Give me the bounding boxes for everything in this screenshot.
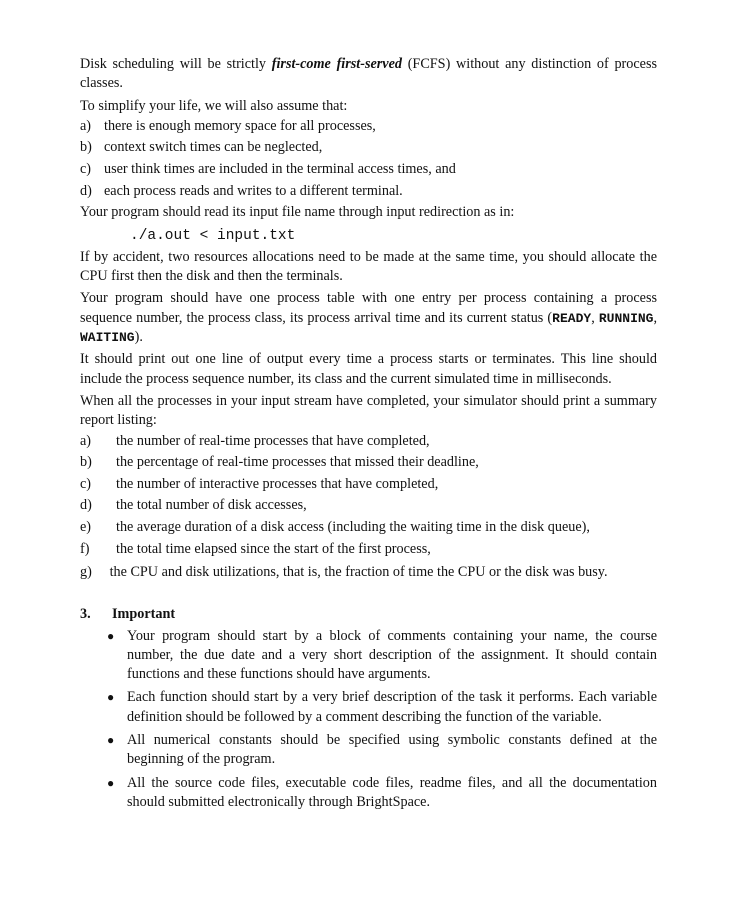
text: Disk scheduling will be strictly — [80, 56, 272, 72]
list-marker: g) — [80, 564, 92, 581]
list-text: the CPU and disk utilizations, that is, the fraction of time the CPU or the disk was busy. — [109, 564, 608, 581]
bullet-icon: ● — [107, 628, 115, 643]
list-text: the total number of disk accesses, — [116, 497, 307, 514]
list-marker: e) — [80, 518, 92, 535]
list-item — [80, 431, 657, 453]
bullet-text: All the source code files, executable code files, readme files, and all the documentation should submitted electronically through BrightSpace. — [127, 774, 657, 810]
list-marker: a) — [80, 432, 92, 449]
document-content — [80, 55, 657, 812]
section-heading-important — [80, 605, 657, 624]
bullet-item — [107, 774, 657, 813]
list-item — [80, 517, 657, 539]
list-marker: d) — [80, 497, 92, 514]
list-marker: f) — [80, 540, 90, 557]
paragraph-process-table — [80, 289, 657, 347]
list-item — [80, 452, 657, 474]
status-running: RUNNING — [598, 310, 654, 326]
section-number: 3. — [80, 605, 91, 622]
list-marker: d) — [80, 182, 92, 199]
bullet-text: Each function should start by a very brief description of the task it performs. Each variable definition should be followed by a comment describing the function of the variable. — [127, 689, 657, 725]
section-title: Important — [112, 605, 176, 622]
list-marker: c) — [80, 475, 92, 492]
bullet-text: All numerical constants should be specified using symbolic constants defined at the beginning of the program. — [127, 732, 657, 768]
list-item — [80, 495, 657, 517]
list-item — [80, 181, 657, 203]
bullet-icon: ● — [107, 690, 115, 705]
status-waiting: WAITING — [80, 330, 135, 346]
list-text: the average duration of a disk access (including the waiting time in the disk queue), — [116, 518, 590, 535]
bullet-item — [107, 731, 657, 770]
paragraph-disk-scheduling — [80, 55, 657, 94]
bullet-icon: ● — [107, 733, 115, 748]
list-marker: a) — [80, 117, 92, 134]
paragraph-allocation-order: If by accident, two resources allocations need to be made at the same time, you should allocate the CPU first then the disk and then the terminals. — [80, 248, 657, 285]
list-item — [80, 159, 657, 181]
paragraph-summary-intro: When all the processes in your input stream have completed, your simulator should print a summary report listing: — [80, 392, 657, 429]
text: , — [653, 309, 658, 326]
summary-item-g — [80, 563, 657, 582]
list-text: the total time elapsed since the start of the first process, — [116, 540, 431, 557]
list-item — [80, 539, 657, 561]
paragraph-input-redirection: Your program should read its input file name through input redirection as in: — [80, 204, 515, 221]
list-text: the percentage of real-time processes that missed their deadline, — [116, 454, 479, 471]
summary-list — [80, 431, 657, 561]
list-marker: b) — [80, 139, 92, 156]
list-item — [80, 474, 657, 496]
code-command: ./a.out < input.txt — [130, 227, 296, 244]
list-text: each process reads and writes to a different terminal. — [104, 182, 403, 199]
important-bullet-list — [80, 627, 657, 813]
assumption-list — [80, 116, 657, 202]
list-text: user think times are included in the terminal access times, and — [104, 161, 456, 178]
list-text: the number of interactive processes that have completed, — [116, 475, 439, 492]
text: ). — [134, 329, 143, 346]
emphasis-fcfs: first-come first-served — [271, 56, 402, 72]
list-item — [80, 137, 657, 159]
list-text: context switch times can be neglected, — [104, 139, 323, 156]
list-marker: c) — [80, 161, 92, 178]
paragraph-assumptions-intro: To simplify your life, we will also assume that: — [80, 97, 348, 114]
bullet-item — [107, 688, 657, 727]
paragraph-output-lines: It should print out one line of output every time a process starts or terminates. This line should include the process sequence number, its class and the current simulated time in milliseconds. — [80, 351, 657, 387]
bullet-icon: ● — [107, 775, 115, 790]
list-item — [80, 116, 657, 138]
list-text: there is enough memory space for all processes, — [104, 117, 376, 134]
text: , — [591, 309, 599, 326]
list-marker: b) — [80, 454, 92, 471]
text: Your program should have one process table with one entry per process containing a process sequence number, the process class, its process arrival time and its current status ( — [80, 290, 657, 326]
text: (FCFS) without any distinction of process classes. — [80, 56, 657, 92]
bullet-text: Your program should start by a block of comments containing your name, the course number, the due date and a very short description of the assignment. It should contain functions and these functions should have arguments. — [127, 627, 657, 683]
bullet-item — [107, 627, 657, 685]
status-ready: READY — [552, 310, 592, 326]
list-text: the number of real-time processes that have completed, — [116, 432, 430, 449]
